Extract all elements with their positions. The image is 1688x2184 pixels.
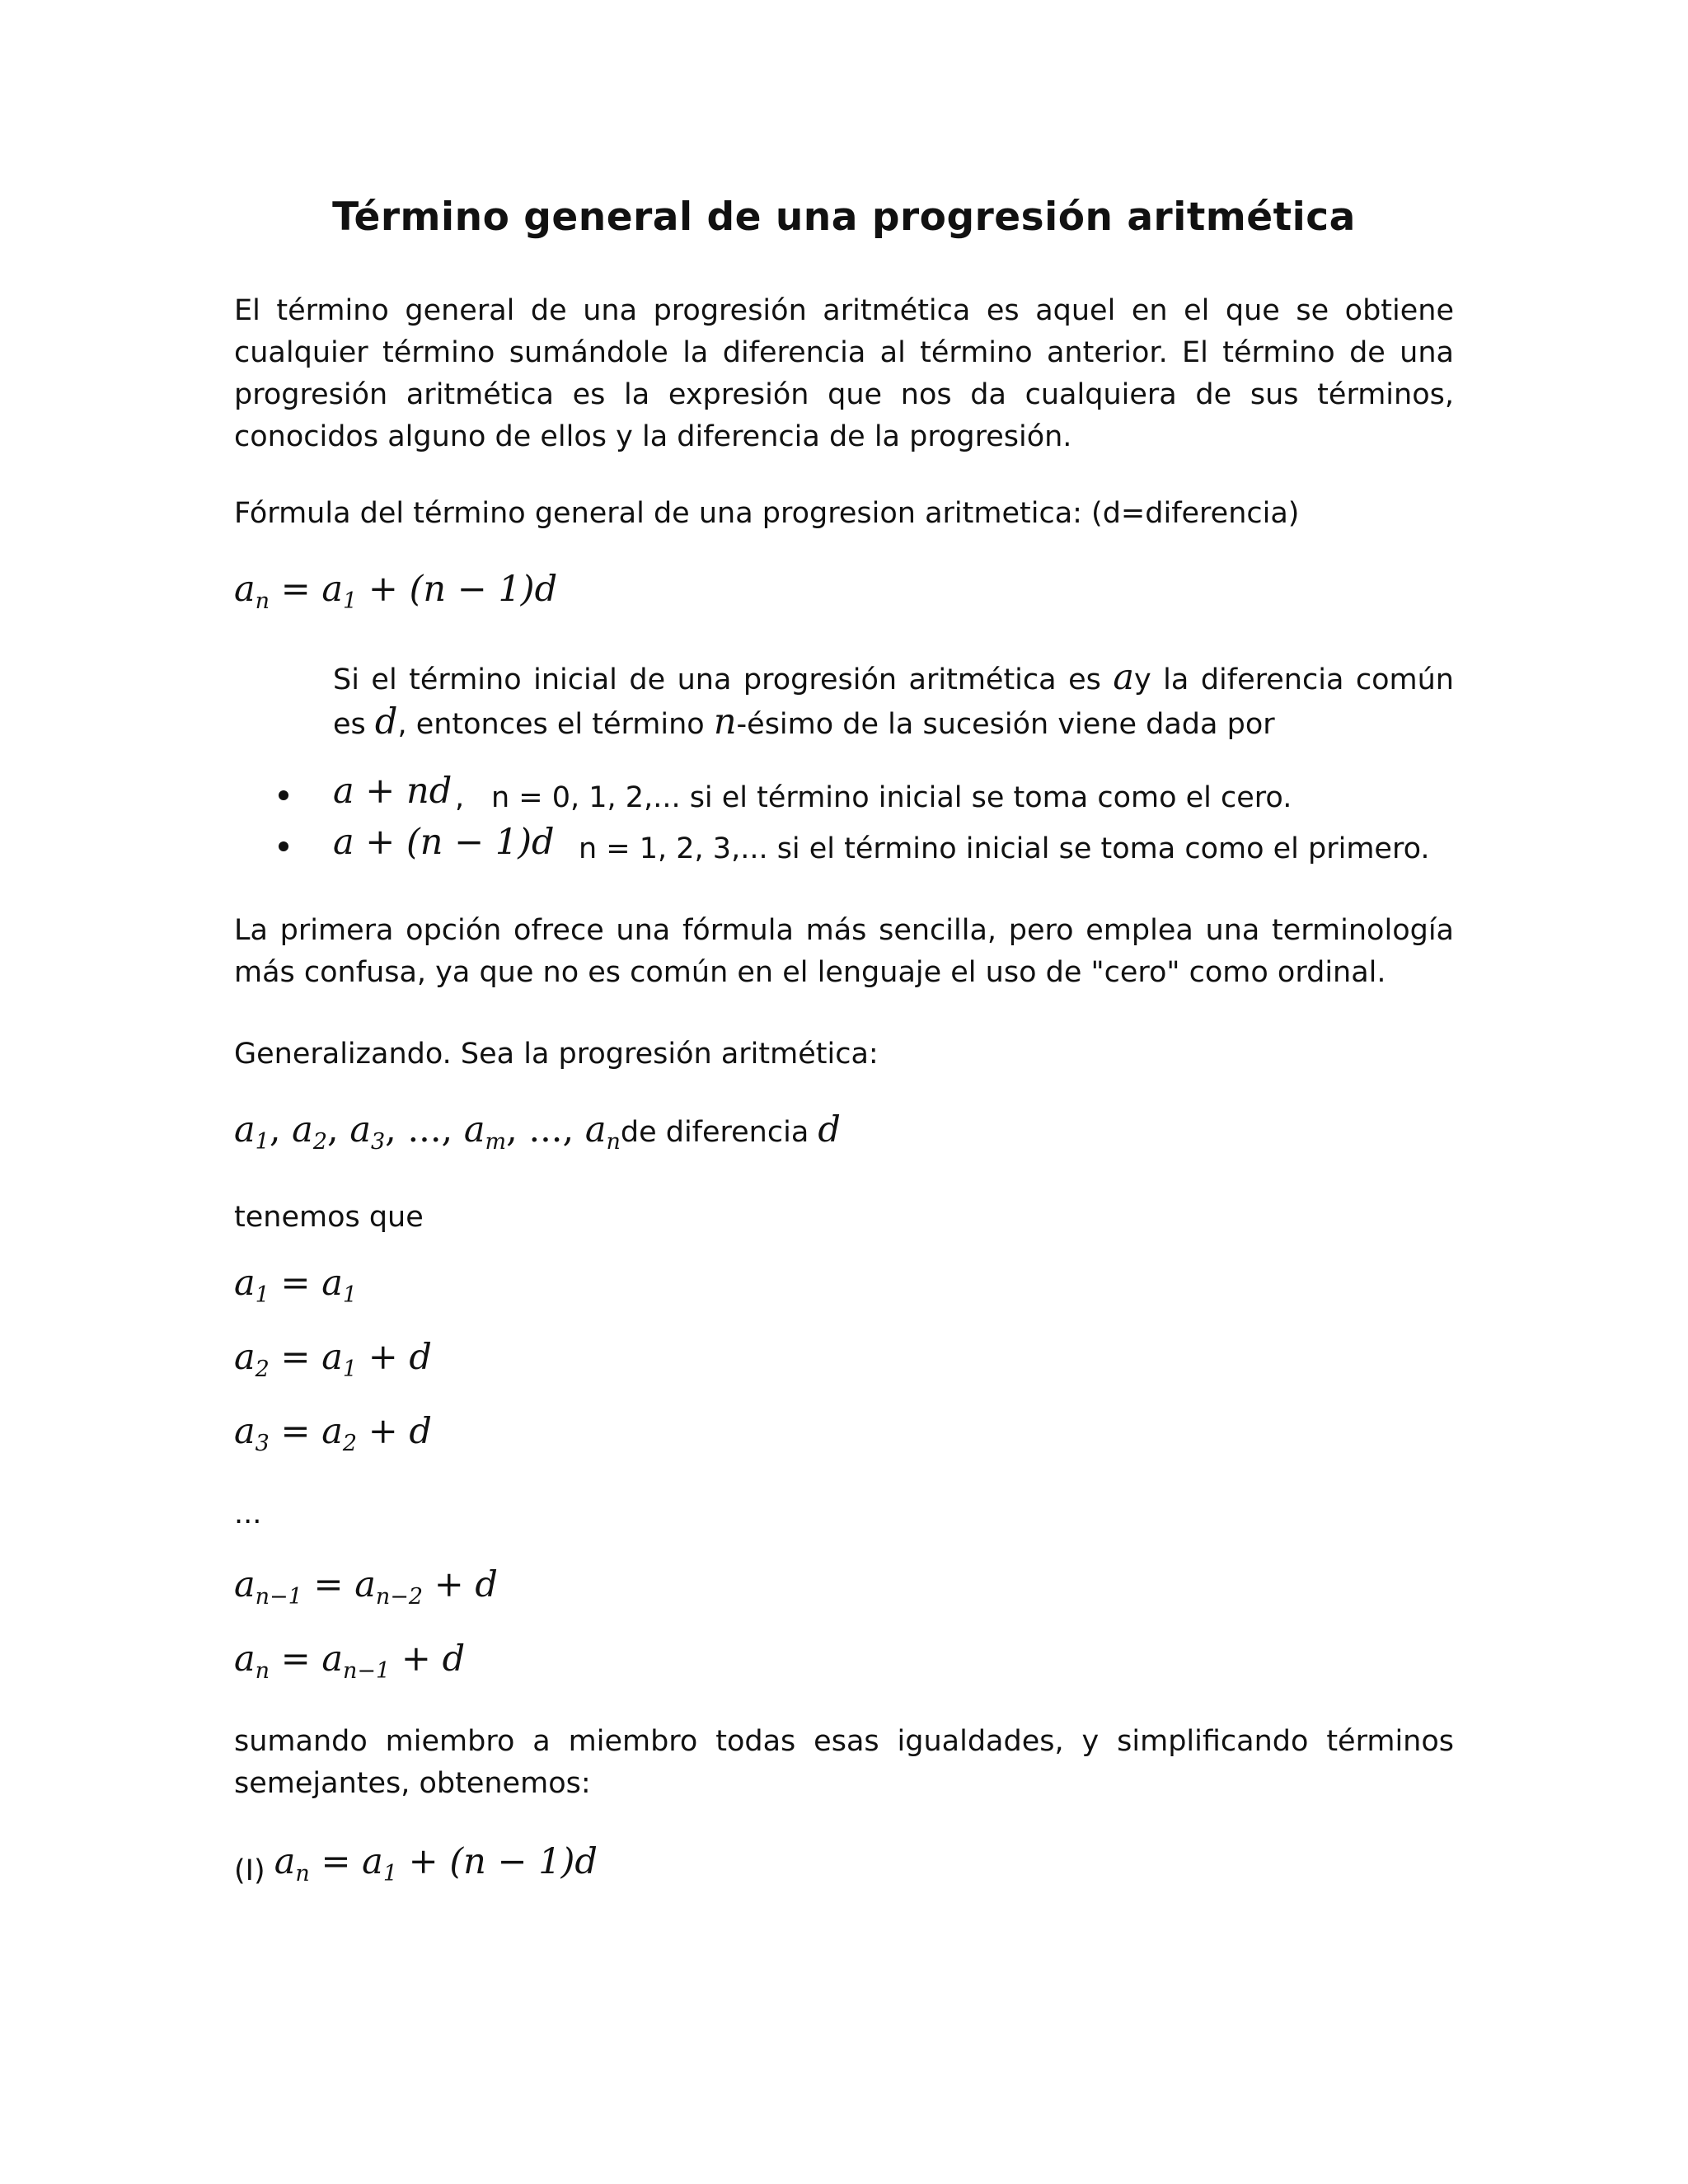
bullet-icon	[279, 841, 288, 851]
equation-row: $a_2 = a_1 + d$	[234, 1337, 432, 1382]
intro-paragraph: El término general de una progresión aritmética es aquel en el que se obtiene cualquier término sumándole la diferencia al término anterior. El término de una progresión aritmética es la expresión que nos da cualquiera de sus términos, conocidos alguno de ellos y la diferencia de la progresión.	[234, 294, 1454, 453]
indented-paragraph: Si el término inicial de una progresión aritmética es ay la diferencia común es d, entonces el término n-ésimo de la sucesión viene dada por	[333, 657, 1454, 743]
equation-row: $a_n = a_{n-1} + d$	[234, 1638, 466, 1684]
document-page: Término general de una progresión aritmética El término general de una progresión aritmética es aquel en el que se obtiene cualquier término sumándole la diferencia al término anterior. El término de una progresión aritmética es la expresión que nos da cualquiera de sus términos, conocidos alguno de ellos y la diferencia de la progresión. Fórmula del término general de una progresion aritmetica: (d=diferencia) $a_n = a_1 + (n - 1)d$ Si el término inicial de una progresión aritmética es ay la diferencia común es d, entonces el término n-ésimo de la sucesión viene dada por a + nd , n = 0, 1, 2,... si el término inicial se toma como el cero. a + (n − 1)d n = 1, 2, 3,... si el término inicial se toma como el primero. La primera opción ofrece una fórmula más sencilla, pero emplea una terminología más confusa, ya que no es común en el lenguaje el uso de "cero" como ordinal. Generalizando. Sea la progresión aritmética: $a_1$, $a_2$, $a_3$, ..., $a_m$, ..., $a_nde$ diferencia d tenemos que $a_1 = a_1$ $a_2 = a_1 + d$ $a_3 = a_2 + d$ ... $a_{n-1} = a_{n-2} + d$ $a_n = a_{n-1} + d$ sumando miembro a miembro todas esas igualdades, y simplificando términos semejantes, obtenemos: (I) $a_n = a_1 + (n - 1)d$	[0, 0, 1688, 2184]
option-paragraph: La primera opción ofrece una fórmula más sencilla, pero emplea una terminología más confusa, ya que no es común en el lenguaje el uso de "cero" como ordinal.	[234, 914, 1454, 989]
equation-row: $a_3 = a_2 + d$	[234, 1411, 432, 1456]
equation-row: $a_1 = a_1$	[234, 1263, 358, 1308]
summing-paragraph: sumando miembro a miembro todas esas igualdades, y simplificando términos semejantes, obtenemos:	[234, 1725, 1454, 1800]
bullet-icon	[279, 790, 288, 800]
equation-row: $a_{n-1} = a_{n-2} + d$	[234, 1564, 498, 1610]
final-formula: (I) $a_n = a_1 + (n - 1)d$	[234, 1841, 598, 1887]
page-title: Término general de una progresión aritmética	[332, 194, 1356, 240]
formula-heading: Fórmula del término general de una progresion aritmetica: (d=diferencia)	[234, 497, 1300, 530]
generalizing-text: Generalizando. Sea la progresión aritmética:	[234, 1038, 879, 1071]
main-formula: $a_n = a_1 + (n - 1)d$	[234, 569, 558, 614]
tenemos-text: tenemos que	[234, 1201, 424, 1234]
ellipsis-text: ...	[234, 1497, 262, 1530]
sequence-formula: $a_1$, $a_2$, $a_3$, ..., $a_m$, ..., $a_nde$ diferencia d	[234, 1109, 841, 1155]
